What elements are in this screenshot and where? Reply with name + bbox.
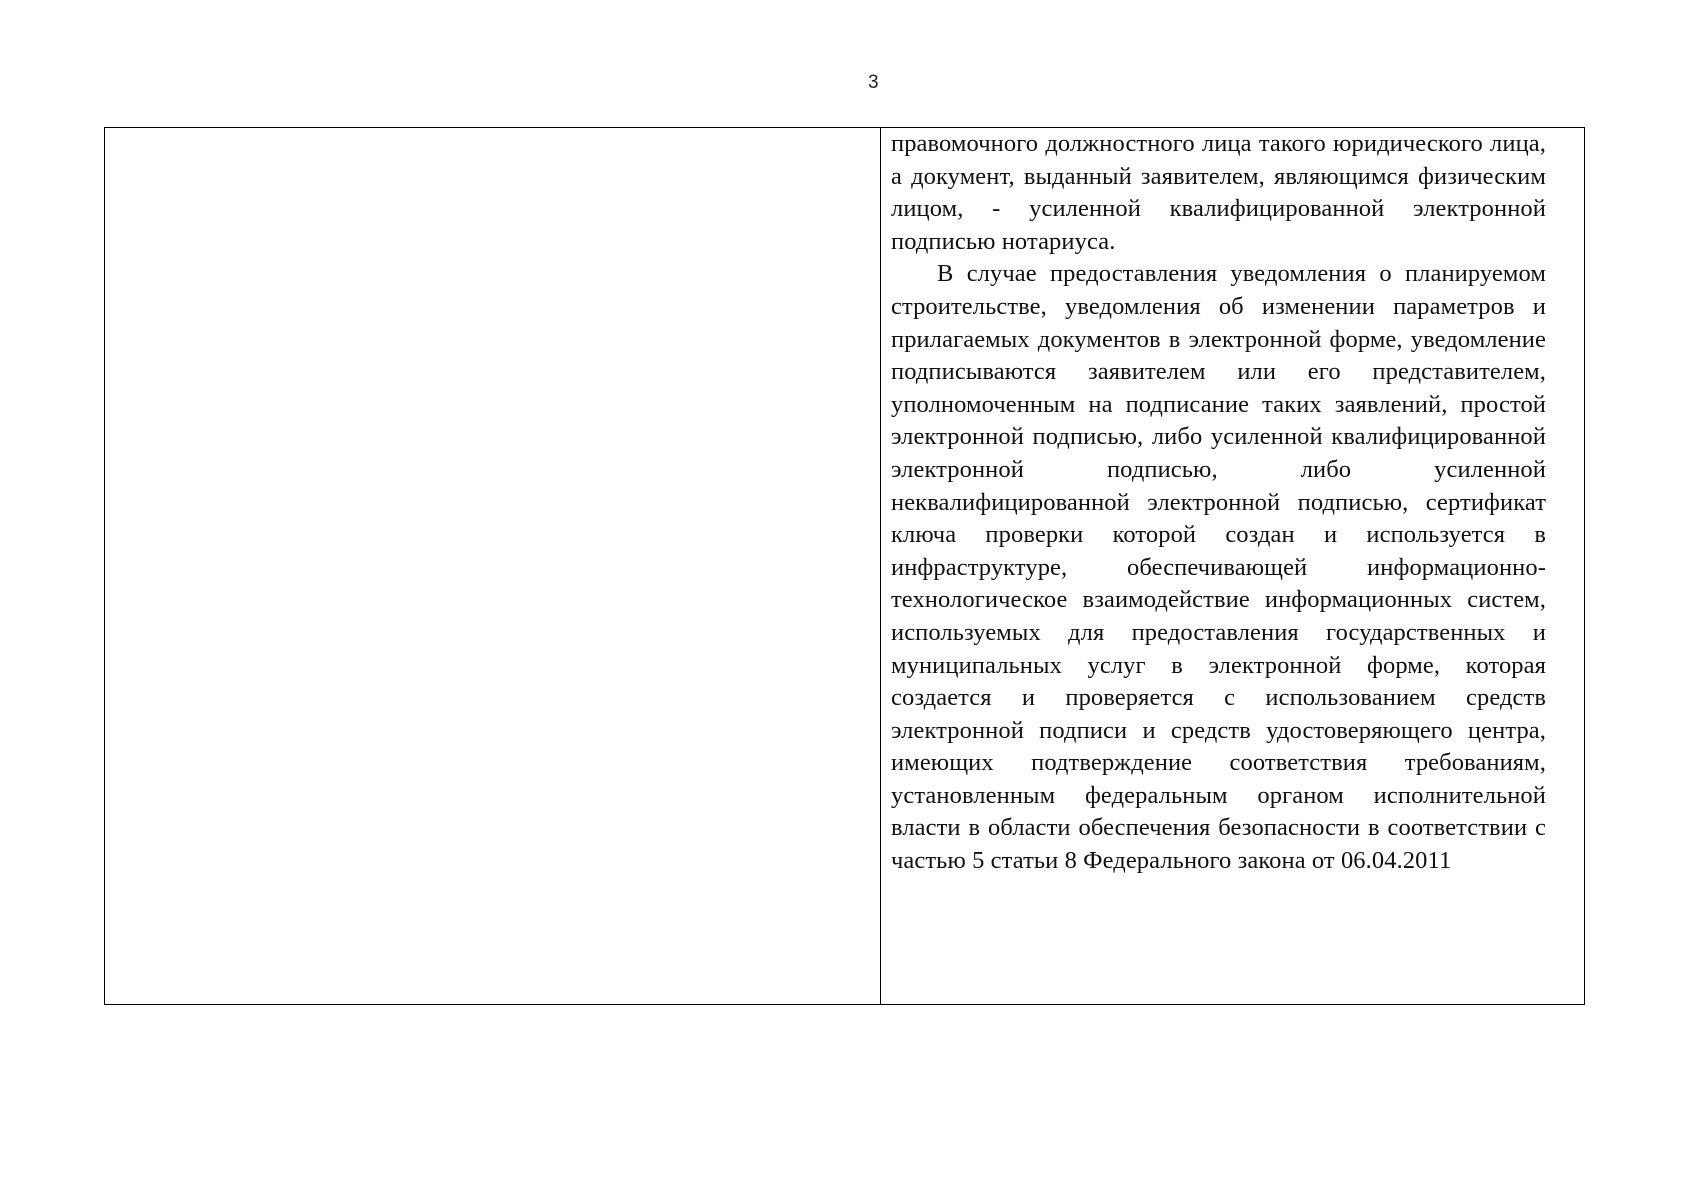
table-left-cell xyxy=(105,128,881,1004)
paragraph-electronic-signature: В случае предоставления уведомления о планируемом строительстве, уведомления об изменении параметров и прилагаемых документов в электронной форме, уведомление подписываются заявителем или его представителем, уполномоченным на подписание таких заявлений, простой электронной подписью, либо усиленной квалифицированной электронной подписью, либо усиленной неквалифицированной электронной подписью, сертификат ключа проверки которой создан и используется в инфраструктуре, обеспечивающей информационно-технологическое взаимодействие информационных систем, используемых для предоставления государственных и муниципальных услуг в электронной форме, которая создается и проверяется с использованием средств электронной подписи и средств удостоверяющего центра, имеющих подтверждение соответствия требованиям, установленным федеральным органом исполнительной власти в области обеспечения безопасности в соответствии с частью 5 статьи 8 Федерального закона от 06.04.2011 xyxy=(891,260,1546,875)
paragraph-signature-notary: правомочного должностного лица такого юридического лица, а документ, выданный заявителем, являющимся физическим лицом, - усиленной квалифицированной электронной подписью нотариуса. xyxy=(891,130,1546,255)
page-number-text: 3 xyxy=(868,72,879,93)
document-table xyxy=(104,127,1585,1005)
table-right-cell xyxy=(881,128,1584,1004)
